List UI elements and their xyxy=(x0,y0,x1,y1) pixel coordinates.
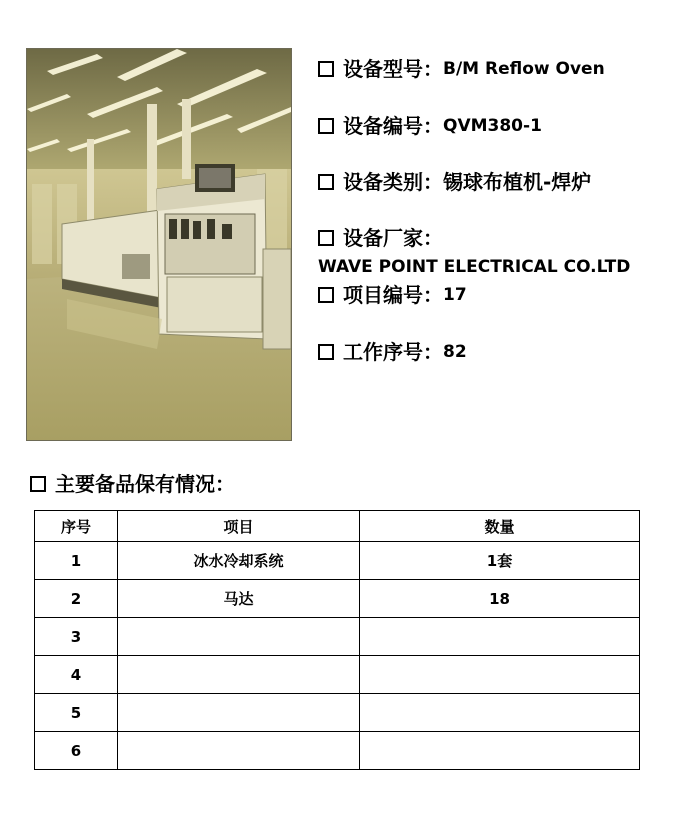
checkbox-icon xyxy=(318,118,334,134)
checkbox-icon xyxy=(318,287,334,303)
manufacturer-name: WAVE POINT ELECTRICAL CO.LTD xyxy=(318,257,631,277)
cell-no: 5 xyxy=(35,694,118,732)
cell-qty: 18 xyxy=(360,580,640,618)
cell-no: 4 xyxy=(35,656,118,694)
field-label: 设备编号 xyxy=(343,114,423,138)
header-no: 序号 xyxy=(35,511,118,542)
cell-item: 马达 xyxy=(118,580,360,618)
checkbox-icon xyxy=(318,174,334,190)
field-separator: ： xyxy=(423,226,443,250)
cell-qty xyxy=(360,732,640,770)
cell-item xyxy=(118,732,360,770)
equipment-photo xyxy=(26,48,292,441)
field-separator: ： xyxy=(423,340,443,364)
cell-no: 6 xyxy=(35,732,118,770)
cell-qty xyxy=(360,618,640,656)
table-row xyxy=(35,656,640,694)
field-label: 设备厂家 xyxy=(343,226,423,250)
cell-no: 2 xyxy=(35,580,118,618)
cell-item xyxy=(118,656,360,694)
field-category xyxy=(318,170,591,194)
spares-section-title xyxy=(30,472,235,496)
field-value: QVM380-1 xyxy=(443,116,542,136)
spares-table xyxy=(34,510,640,770)
field-separator: ： xyxy=(423,114,443,138)
field-manufacturer xyxy=(318,226,443,250)
field-separator: ： xyxy=(423,283,443,307)
cell-item: 冰水冷却系统 xyxy=(118,542,360,580)
table-header-row xyxy=(35,511,640,542)
field-project-number xyxy=(318,283,467,307)
checkbox-icon xyxy=(30,476,46,492)
cell-qty xyxy=(360,694,640,732)
reflow-oven-photo xyxy=(27,49,291,440)
field-label: 设备型号 xyxy=(343,57,423,81)
field-separator: ： xyxy=(423,170,443,194)
field-serial-number xyxy=(318,114,542,138)
table-row xyxy=(35,694,640,732)
field-value: 锡球布植机-焊炉 xyxy=(443,170,592,194)
checkbox-icon xyxy=(318,230,334,246)
table-row xyxy=(35,542,640,580)
field-label: 工作序号 xyxy=(343,340,423,364)
cell-qty: 1套 xyxy=(360,542,640,580)
field-label: 项目编号 xyxy=(343,283,423,307)
field-value: B/M Reflow Oven xyxy=(443,59,605,79)
cell-no: 1 xyxy=(35,542,118,580)
checkbox-icon xyxy=(318,61,334,77)
field-value: 82 xyxy=(443,342,467,362)
table-row xyxy=(35,732,640,770)
cell-qty xyxy=(360,656,640,694)
checkbox-icon xyxy=(318,344,334,360)
header-item: 项目 xyxy=(118,511,360,542)
cell-item xyxy=(118,618,360,656)
cell-no: 3 xyxy=(35,618,118,656)
table-row xyxy=(35,580,640,618)
field-model xyxy=(318,57,605,81)
field-label: 设备类别 xyxy=(343,170,423,194)
spares-title-text: 主要备品保有情况： xyxy=(55,472,235,496)
field-separator: ： xyxy=(423,57,443,81)
header-qty: 数量 xyxy=(360,511,640,542)
cell-item xyxy=(118,694,360,732)
field-work-number xyxy=(318,340,467,364)
field-value: 17 xyxy=(443,285,467,305)
table-row xyxy=(35,618,640,656)
